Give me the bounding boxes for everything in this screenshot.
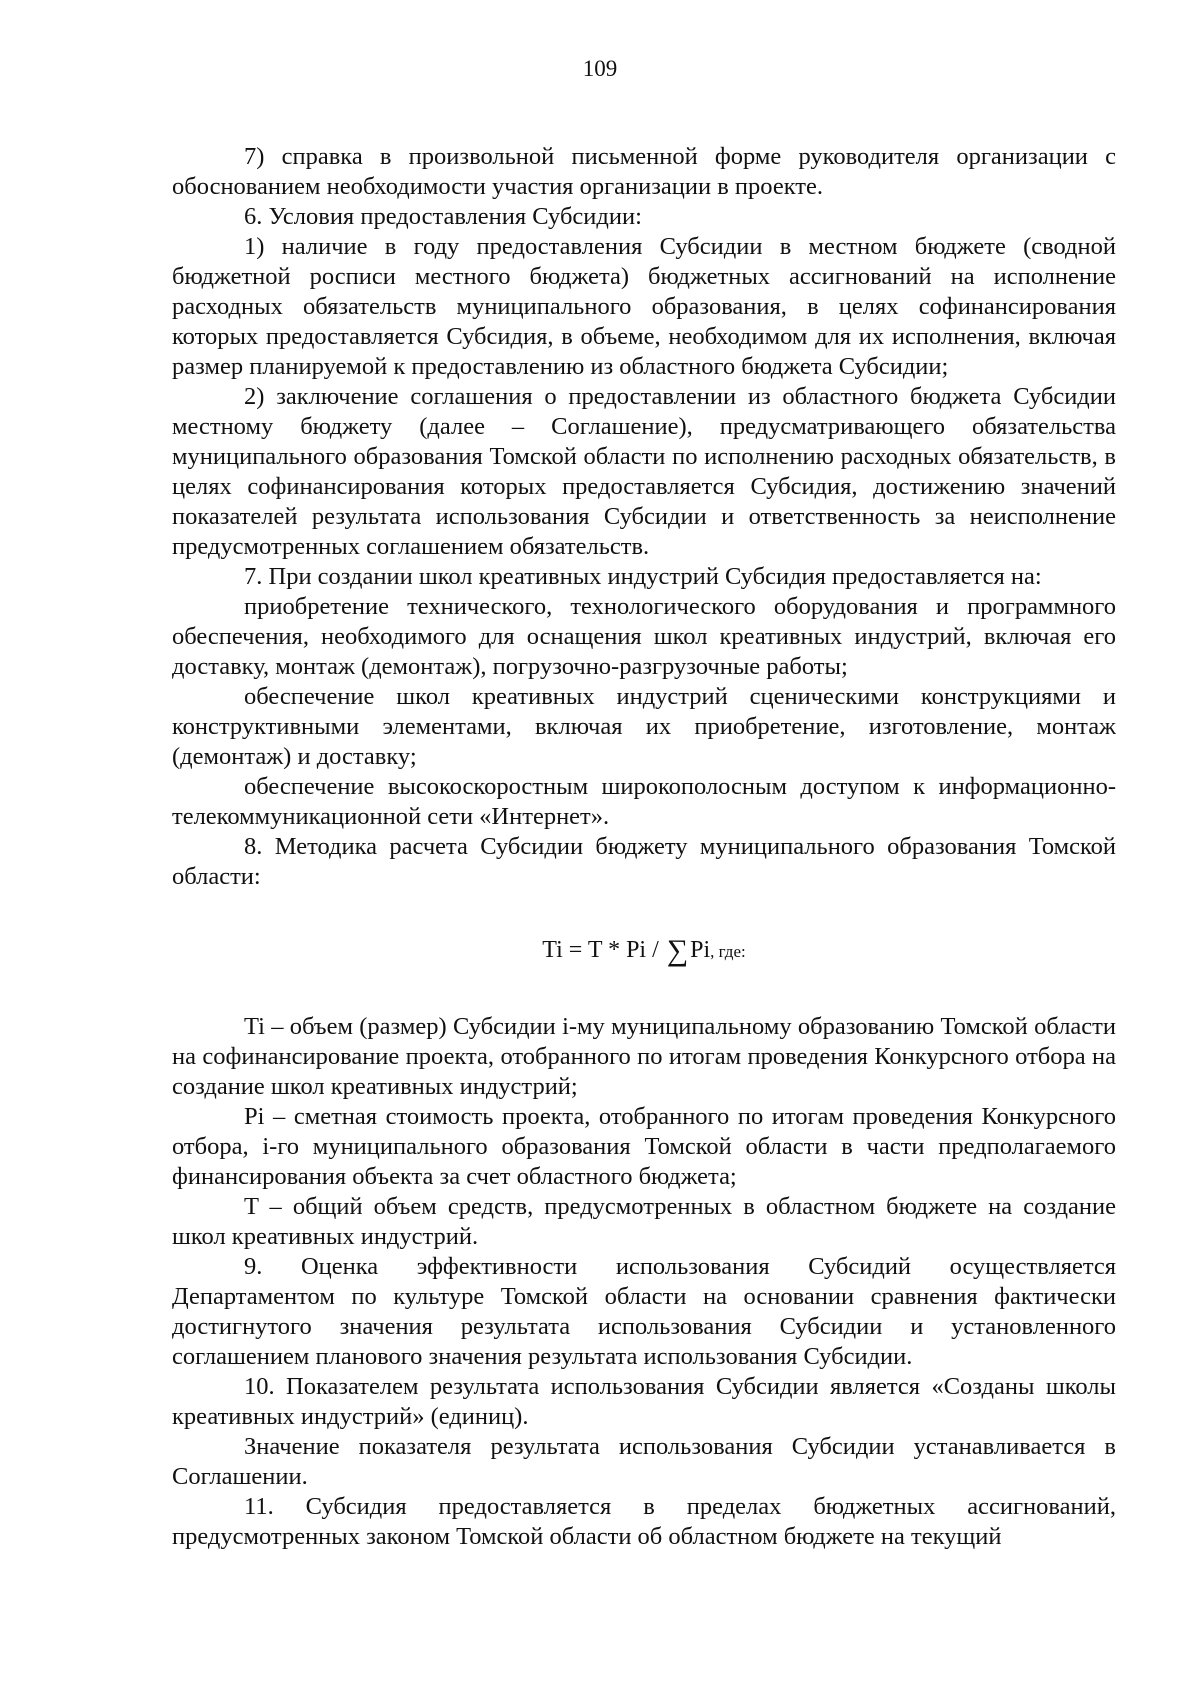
paragraph-def-pi: Pi – сметная стоимость проекта, отобранного по итогам проведения Конкурсного отбора, i-го муниципального образования Томской области в части предполагаемого финансирования объекта за счет областного бюджета; [172, 1103, 1116, 1190]
paragraph-section-11: 11. Субсидия предоставляется в пределах бюджетных ассигнований, предусмотренных законом Томской области об областном бюджете на текущий [172, 1493, 1116, 1550]
paragraph-item-7-certificate: 7) справка в произвольной письменной форме руководителя организации с обоснованием необходимости участия организации в проекте. [172, 143, 1116, 200]
paragraph-section-9: 9. Оценка эффективности использования Субсидий осуществляется Департаментом по культуре Томской области на основании сравнения фактически достигнутого значения результата использования Субсидии и установленного соглашением планового значения результата использования Субсидии. [172, 1253, 1116, 1370]
page-number: 109 [582, 56, 618, 81]
paragraph-def-ti: Ti – объем (размер) Субсидии i-му муниципальному образованию Томской области на софинансирование проекта, отобранного по итогам проведения Конкурсного отбора на создание школ креативных индустрий; [172, 1013, 1116, 1100]
subsidy-formula [172, 930, 1116, 970]
sum-symbol: ∑ [666, 934, 689, 967]
paragraph-section-7-heading: 7. При создании школ креативных индустрий Субсидия предоставляется на: [244, 563, 1042, 590]
paragraph-stage-constructions: обеспечение школ креативных индустрий сценическими конструкциями и конструктивными элементами, включая их приобретение, изготовление, монтаж (демонтаж) и доставку; [172, 683, 1116, 770]
paragraph-condition-2: 2) заключение соглашения о предоставлении из областного бюджета Субсидии местному бюджету (далее – Соглашение), предусматривающего обязательства муниципального образования Томской области по исполнению расходных обязательств, в целях софинансирования которых предоставляется Субсидия, достижению значений показателей результата использования Субсидии и ответственность за неисполнение предусмотренных соглашением обязательств. [172, 383, 1116, 560]
formula-rhs: Pi [690, 937, 711, 963]
formula-where: , где: [710, 942, 746, 961]
paragraph-purchase-equipment: приобретение технического, технологического оборудования и программного обеспечения, необходимого для оснащения школ креативных индустрий, включая его доставку, монтаж (демонтаж), погрузочно-разгрузочные работы; [172, 593, 1116, 680]
paragraph-section-8-method: 8. Методика расчета Субсидии бюджету муниципального образования Томской области: [172, 833, 1116, 890]
paragraph-indicator-value: Значение показателя результата использования Субсидии устанавливается в Соглашении. [172, 1433, 1116, 1490]
paragraph-section-6-heading: 6. Условия предоставления Субсидии: [244, 203, 642, 230]
paragraph-internet-access: обеспечение высокоскоростным широкополосным доступом к информационно-телекоммуникационной сети «Интернет». [172, 773, 1116, 830]
formula-lhs: Ti = T * Pi / [542, 937, 665, 963]
paragraph-condition-1: 1) наличие в году предоставления Субсидии в местном бюджете (сводной бюджетной росписи местного бюджета) бюджетных ассигнований на исполнение расходных обязательств муниципального образования, в целях софинансирования которых предоставляется Субсидия, в объеме, необходимом для их исполнения, включая размер планируемой к предоставлению из областного бюджета Субсидии; [172, 233, 1116, 380]
document-body [172, 142, 1116, 1552]
paragraph-section-10: 10. Показателем результата использования Субсидии является «Созданы школы креативных индустрий» (единиц). [172, 1373, 1116, 1430]
paragraph-def-t: T – общий объем средств, предусмотренных в областном бюджете на создание школ креативных индустрий. [172, 1193, 1116, 1250]
